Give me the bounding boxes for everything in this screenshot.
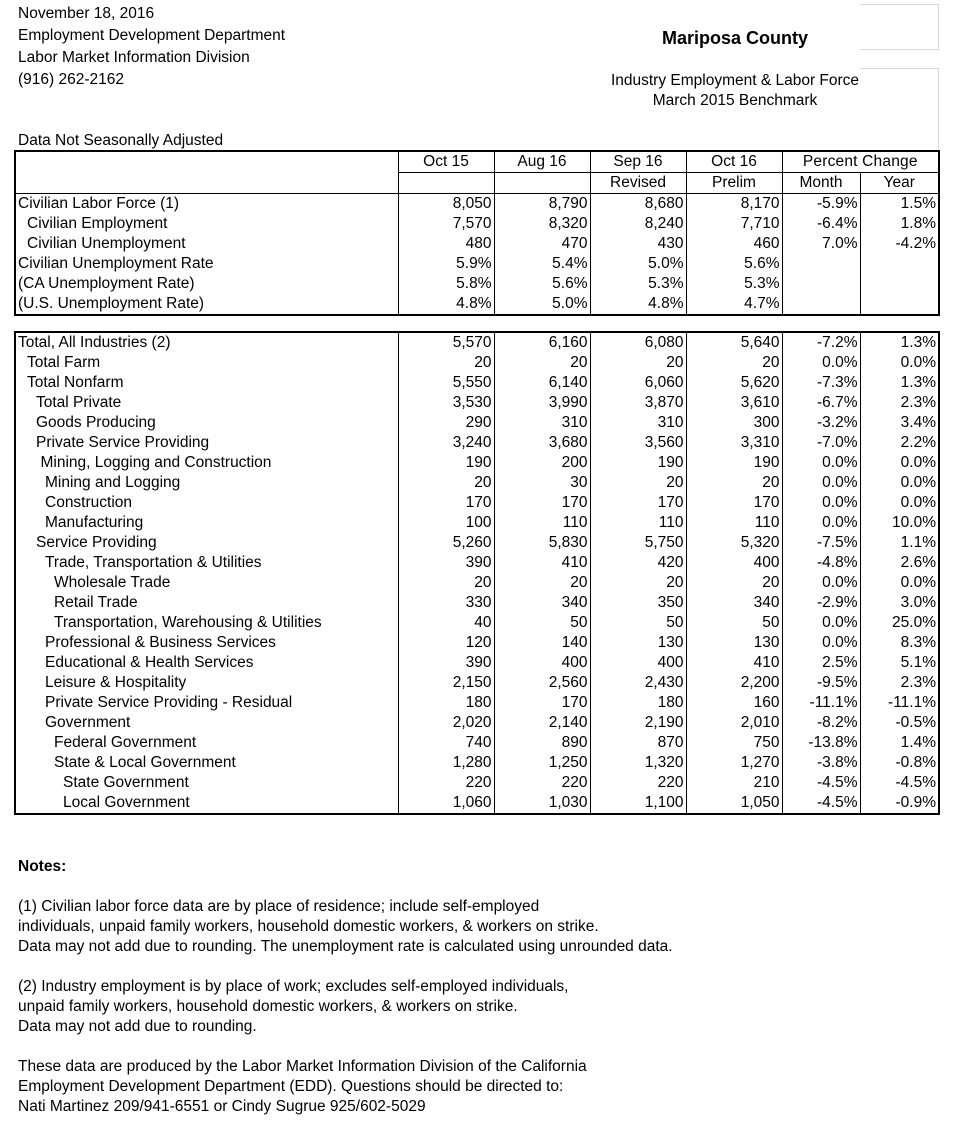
cell-value: 20 — [590, 573, 686, 593]
cell-value: -0.5% — [895, 714, 936, 731]
note1-line1: (1) Civilian labor force data are by place of residence; include self-employed — [18, 898, 540, 915]
table-row — [15, 234, 939, 254]
row-label: Private Service Providing — [15, 433, 398, 453]
cell-value: 200 — [494, 453, 590, 473]
table-row — [15, 214, 939, 234]
cell-value: 0.0% — [900, 574, 936, 591]
cell-value: 0.0% — [782, 573, 860, 593]
cell-value: 220 — [398, 773, 494, 793]
row-label: Trade, Transportation & Utilities — [15, 553, 398, 573]
cell-value: 8,790 — [494, 194, 590, 215]
cell-value: 5.9% — [398, 254, 494, 274]
cell-value: 390 — [398, 653, 494, 673]
cell-value: 0.0% — [782, 633, 860, 653]
table-row — [15, 194, 939, 215]
cell-value: 3,560 — [590, 433, 686, 453]
cell-value: 1,320 — [590, 753, 686, 773]
county-name: Mariposa County — [661, 28, 808, 48]
cell-value — [782, 254, 860, 274]
cell-value: 2.2% — [900, 434, 936, 451]
cell-value: 0.0% — [900, 454, 936, 471]
cell-value: 2,010 — [686, 713, 782, 733]
table-row — [15, 513, 939, 533]
row-label: Civilian Unemployment — [15, 234, 398, 254]
cell-value: 1,250 — [494, 753, 590, 773]
table-row — [15, 633, 939, 653]
cell-value: -7.3% — [782, 373, 860, 393]
cell-value: 430 — [590, 234, 686, 254]
cell-value: 20 — [590, 353, 686, 373]
cell-value: 4.7% — [686, 294, 782, 315]
cell-value: 410 — [494, 553, 590, 573]
cell-value: 190 — [398, 453, 494, 473]
labor-force-table — [14, 150, 940, 316]
note3-line1: These data are produced by the Labor Market Information Division of the California — [18, 1058, 587, 1075]
cell-value: -4.5% — [782, 773, 860, 793]
phone-number: (916) 262-2162 — [18, 71, 124, 88]
row-label: Manufacturing — [15, 513, 398, 533]
cell-value: 2,190 — [590, 713, 686, 733]
row-label: (U.S. Unemployment Rate) — [15, 294, 398, 315]
header-left — [18, 4, 285, 92]
cell-value: 4.8% — [590, 294, 686, 315]
row-label: Total Nonfarm — [15, 373, 398, 393]
cell-value: -0.8% — [895, 754, 936, 771]
industry-employment-table — [14, 331, 940, 815]
table-row — [15, 332, 939, 353]
table-row — [15, 413, 939, 433]
col-year: Year — [860, 173, 939, 194]
cell-value: 5.6% — [686, 254, 782, 274]
cell-value: 310 — [590, 413, 686, 433]
notes-title: Notes: — [18, 858, 67, 875]
cell-value: 8,050 — [398, 194, 494, 215]
cell-value: 5.3% — [590, 274, 686, 294]
table-row — [15, 373, 939, 393]
cell-value: 110 — [590, 513, 686, 533]
cell-value: 0.0% — [782, 353, 860, 373]
cell-value: 170 — [494, 493, 590, 513]
row-label: Service Providing — [15, 533, 398, 553]
table-row — [15, 773, 939, 793]
cell-value — [782, 294, 860, 315]
cell-value — [860, 254, 939, 274]
cell-value: 7,570 — [398, 214, 494, 234]
table-row — [15, 733, 939, 753]
row-label: (CA Unemployment Rate) — [15, 274, 398, 294]
cell-value: 7.0% — [782, 234, 860, 254]
cell-value: 3,610 — [686, 393, 782, 413]
cell-value: 3,870 — [590, 393, 686, 413]
title-box-top — [860, 4, 939, 50]
row-label: Private Service Providing - Residual — [15, 693, 398, 713]
cell-value: 20 — [590, 473, 686, 493]
cell-value — [782, 274, 860, 294]
cell-value: -3.8% — [782, 753, 860, 773]
cell-value: 2,140 — [494, 713, 590, 733]
cell-value: 3,310 — [686, 433, 782, 453]
cell-value: 2,560 — [494, 673, 590, 693]
cell-value: 8.3% — [900, 634, 936, 651]
cell-value: 350 — [590, 593, 686, 613]
cell-value: 5,320 — [686, 533, 782, 553]
cell-value: 5,260 — [398, 533, 494, 553]
cell-value: 1.3% — [900, 334, 936, 351]
cell-value: 40 — [398, 613, 494, 633]
cell-value: 170 — [686, 493, 782, 513]
table-row — [15, 673, 939, 693]
cell-value: 340 — [686, 593, 782, 613]
cell-value: -3.2% — [782, 413, 860, 433]
table-row — [15, 353, 939, 373]
row-label: Wholesale Trade — [15, 573, 398, 593]
cell-value: 1.5% — [900, 195, 937, 212]
cell-value: 20 — [686, 353, 782, 373]
cell-value: 190 — [686, 453, 782, 473]
cell-value: -5.9% — [782, 194, 860, 215]
cell-value: 180 — [590, 693, 686, 713]
row-label: Mining and Logging — [15, 473, 398, 493]
row-label: Total, All Industries (2) — [15, 332, 398, 353]
col-aug16: Aug 16 — [494, 151, 590, 173]
table-row — [15, 393, 939, 413]
cell-value: 50 — [686, 613, 782, 633]
row-label: Professional & Business Services — [15, 633, 398, 653]
row-label: Mining, Logging and Construction — [15, 453, 398, 473]
cell-value: 750 — [686, 733, 782, 753]
cell-value: 1,030 — [494, 793, 590, 814]
cell-value: 6,160 — [494, 332, 590, 353]
cell-value: 220 — [590, 773, 686, 793]
cell-value: 190 — [590, 453, 686, 473]
row-label: Civilian Employment — [15, 214, 398, 234]
cell-value: 340 — [494, 593, 590, 613]
note3-line3: Nati Martinez 209/941-6551 or Cindy Sugrue 925/602-5029 — [18, 1098, 426, 1115]
table-row — [15, 294, 939, 315]
cell-value: 5.4% — [494, 254, 590, 274]
cell-value: 7,710 — [686, 214, 782, 234]
cell-value: 20 — [686, 573, 782, 593]
table-row — [15, 713, 939, 733]
cell-value: 5,830 — [494, 533, 590, 553]
cell-value: 5.1% — [900, 654, 936, 671]
cell-value: 50 — [494, 613, 590, 633]
table-row — [15, 453, 939, 473]
adjustment-note: Data Not Seasonally Adjusted — [18, 132, 224, 149]
cell-value: -11.1% — [888, 694, 936, 711]
cell-value: -7.5% — [782, 533, 860, 553]
cell-value: 140 — [494, 633, 590, 653]
cell-value: 330 — [398, 593, 494, 613]
cell-value: -9.5% — [782, 673, 860, 693]
col-percent-change: Percent Change — [802, 153, 918, 170]
cell-value: 2,150 — [398, 673, 494, 693]
cell-value: 0.0% — [782, 473, 860, 493]
table-row — [15, 753, 939, 773]
cell-value: 870 — [590, 733, 686, 753]
cell-value: 0.0% — [782, 493, 860, 513]
cell-value: 50 — [590, 613, 686, 633]
cell-value: 1,100 — [590, 793, 686, 814]
cell-value: 5,570 — [398, 332, 494, 353]
table-row — [15, 653, 939, 673]
cell-value: 3,240 — [398, 433, 494, 453]
cell-value: 2.3% — [900, 674, 936, 691]
cell-value: 0.0% — [900, 474, 936, 491]
row-label: Local Government — [15, 793, 398, 814]
cell-value: 0.0% — [782, 613, 860, 633]
cell-value: 400 — [590, 653, 686, 673]
cell-value: 2,200 — [686, 673, 782, 693]
row-label: Goods Producing — [15, 413, 398, 433]
note3-line2: Employment Development Department (EDD). Questions should be directed to: — [18, 1078, 564, 1095]
row-label: Construction — [15, 493, 398, 513]
note1-line3: Data may not add due to rounding. The unemployment rate is calculated using unrounded data. — [18, 938, 673, 955]
cell-value: -2.9% — [782, 593, 860, 613]
table-row — [15, 613, 939, 633]
cell-value: 0.0% — [900, 494, 936, 511]
cell-value: 170 — [398, 493, 494, 513]
cell-value: 1.8% — [900, 215, 937, 232]
cell-value: 10.0% — [892, 514, 936, 531]
table-row — [15, 533, 939, 553]
cell-value: 460 — [686, 234, 782, 254]
table-row — [15, 793, 939, 814]
col-prelim: Prelim — [686, 173, 782, 194]
cell-value: 2.5% — [782, 653, 860, 673]
cell-value: 300 — [686, 413, 782, 433]
row-label: Civilian Labor Force (1) — [15, 194, 398, 215]
row-label: State & Local Government — [15, 753, 398, 773]
cell-value: 740 — [398, 733, 494, 753]
cell-value: 8,240 — [590, 214, 686, 234]
cell-value: 20 — [494, 573, 590, 593]
cell-value: 1.3% — [900, 374, 936, 391]
row-label: Transportation, Warehousing & Utilities — [15, 613, 398, 633]
note2-line2: unpaid family workers, household domestic workers, & workers on strike. — [18, 998, 518, 1015]
cell-value: 5,550 — [398, 373, 494, 393]
cell-value: 2.3% — [900, 394, 936, 411]
row-label: Leisure & Hospitality — [15, 673, 398, 693]
cell-value: 220 — [494, 773, 590, 793]
row-label: Retail Trade — [15, 593, 398, 613]
cell-value: 170 — [494, 693, 590, 713]
cell-value: 0.0% — [900, 354, 936, 371]
cell-value: 890 — [494, 733, 590, 753]
col-oct15: Oct 15 — [398, 151, 494, 173]
cell-value: -13.8% — [782, 733, 860, 753]
cell-value: 2.6% — [900, 554, 936, 571]
col-sep16: Sep 16 — [590, 151, 686, 173]
cell-value: 130 — [590, 633, 686, 653]
col-revised: Revised — [590, 173, 686, 194]
cell-value: 30 — [494, 473, 590, 493]
cell-value: 5,640 — [686, 332, 782, 353]
col-month: Month — [782, 173, 860, 194]
table-row — [15, 593, 939, 613]
cell-value: 0.0% — [782, 453, 860, 473]
note1-line2: individuals, unpaid family workers, household domestic workers, & workers on strike. — [18, 918, 599, 935]
cell-value: 20 — [398, 473, 494, 493]
cell-value: 470 — [494, 234, 590, 254]
cell-value: 5.0% — [494, 294, 590, 315]
notes-section — [18, 857, 918, 1117]
cell-value: 390 — [398, 553, 494, 573]
note2-line1: (2) Industry employment is by place of work; excludes self-employed individuals, — [18, 978, 569, 995]
table-row — [15, 493, 939, 513]
cell-value: 2,020 — [398, 713, 494, 733]
row-label: State Government — [15, 773, 398, 793]
cell-value: 310 — [494, 413, 590, 433]
cell-value: -7.2% — [782, 332, 860, 353]
cell-value: 6,060 — [590, 373, 686, 393]
cell-value: 0.0% — [782, 513, 860, 533]
cell-value — [860, 274, 939, 294]
cell-value: -4.2% — [895, 235, 937, 252]
cell-value: 20 — [494, 353, 590, 373]
report-date: November 18, 2016 — [18, 5, 155, 22]
agency-name: Employment Development Department — [18, 27, 286, 44]
cell-value: 130 — [686, 633, 782, 653]
cell-value: 1,060 — [398, 793, 494, 814]
table-row — [15, 473, 939, 493]
cell-value: 5.8% — [398, 274, 494, 294]
cell-value: 110 — [494, 513, 590, 533]
cell-value: 5,750 — [590, 533, 686, 553]
cell-value: 160 — [686, 693, 782, 713]
cell-value: -8.2% — [782, 713, 860, 733]
cell-value: 400 — [686, 553, 782, 573]
column-subheader-row — [15, 173, 939, 194]
labor-force-body — [15, 194, 939, 316]
table-row — [15, 693, 939, 713]
cell-value: -7.0% — [782, 433, 860, 453]
cell-value: -6.7% — [782, 393, 860, 413]
cell-value: -4.5% — [782, 793, 860, 814]
cell-value: 3,530 — [398, 393, 494, 413]
row-label: Civilian Unemployment Rate — [15, 254, 398, 274]
row-label: Educational & Health Services — [15, 653, 398, 673]
cell-value: 20 — [398, 573, 494, 593]
row-label: Total Farm — [15, 353, 398, 373]
table-row — [15, 553, 939, 573]
cell-value: 8,680 — [590, 194, 686, 215]
cell-value: 20 — [686, 473, 782, 493]
cell-value: 290 — [398, 413, 494, 433]
cell-value: 3,990 — [494, 393, 590, 413]
cell-value: 2,430 — [590, 673, 686, 693]
cell-value: 5.3% — [686, 274, 782, 294]
row-label: Total Private — [15, 393, 398, 413]
cell-value: 5,620 — [686, 373, 782, 393]
cell-value — [860, 294, 939, 315]
cell-value: 4.8% — [398, 294, 494, 315]
benchmark-label: March 2015 Benchmark — [652, 92, 818, 109]
cell-value: 1,050 — [686, 793, 782, 814]
table-row — [15, 274, 939, 294]
cell-value: 5.6% — [494, 274, 590, 294]
report-title: Industry Employment & Labor Force — [610, 72, 860, 89]
column-header-row — [15, 151, 939, 173]
cell-value: 180 — [398, 693, 494, 713]
cell-value: 6,080 — [590, 332, 686, 353]
cell-value: 410 — [686, 653, 782, 673]
table-row — [15, 433, 939, 453]
cell-value: 3,680 — [494, 433, 590, 453]
industry-body — [15, 332, 939, 814]
cell-value: 1,280 — [398, 753, 494, 773]
col-oct16: Oct 16 — [686, 151, 782, 173]
division-name: Labor Market Information Division — [18, 49, 250, 66]
cell-value: 210 — [686, 773, 782, 793]
cell-value: -11.1% — [782, 693, 860, 713]
table-row — [15, 254, 939, 274]
note2-line3: Data may not add due to rounding. — [18, 1018, 257, 1035]
cell-value: 5.0% — [590, 254, 686, 274]
cell-value: 3.4% — [900, 414, 936, 431]
cell-value: 480 — [398, 234, 494, 254]
cell-value: 20 — [398, 353, 494, 373]
cell-value: 3.0% — [900, 594, 936, 611]
cell-value: 120 — [398, 633, 494, 653]
cell-value: 170 — [590, 493, 686, 513]
cell-value: -4.8% — [782, 553, 860, 573]
row-label: Federal Government — [15, 733, 398, 753]
cell-value: -6.4% — [782, 214, 860, 234]
row-label: Government — [15, 713, 398, 733]
cell-value: 6,140 — [494, 373, 590, 393]
cell-value: -0.9% — [895, 794, 936, 811]
table-row — [15, 573, 939, 593]
cell-value: 8,320 — [494, 214, 590, 234]
cell-value: 1,270 — [686, 753, 782, 773]
cell-value: 1.4% — [900, 734, 936, 751]
cell-value: -4.5% — [895, 774, 936, 791]
cell-value: 400 — [494, 653, 590, 673]
cell-value: 25.0% — [892, 614, 936, 631]
cell-value: 420 — [590, 553, 686, 573]
cell-value: 110 — [686, 513, 782, 533]
cell-value: 100 — [398, 513, 494, 533]
cell-value: 1.1% — [900, 534, 936, 551]
cell-value: 8,170 — [686, 194, 782, 215]
